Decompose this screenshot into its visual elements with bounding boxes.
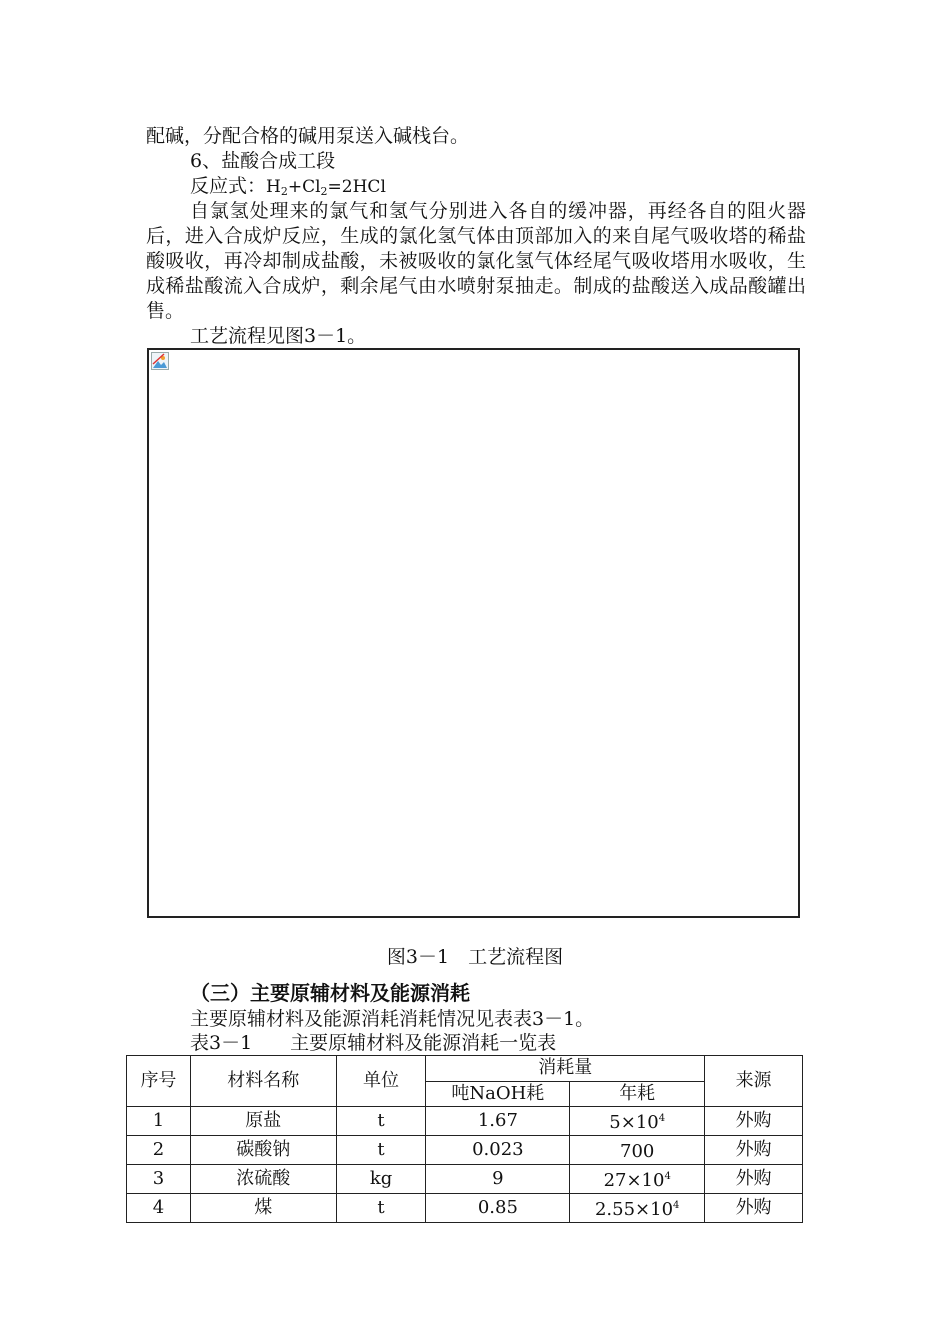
cell-unit: t	[336, 1194, 426, 1223]
header-no: 序号	[127, 1056, 191, 1107]
cell-source: 外购	[705, 1165, 803, 1194]
cell-no: 1	[127, 1107, 191, 1136]
cell-source: 外购	[705, 1107, 803, 1136]
cell-name: 煤	[190, 1194, 336, 1223]
header-per-ton: 吨NaOH耗	[426, 1081, 570, 1107]
table-row	[127, 1136, 803, 1165]
cell-no: 2	[127, 1136, 191, 1165]
table-row	[127, 1194, 803, 1223]
formula-sub-1: 2	[280, 185, 288, 198]
formula-sub-2: 2	[320, 185, 328, 198]
cell-annual	[570, 1165, 705, 1194]
cell-unit: t	[336, 1136, 426, 1165]
cell-name: 碳酸钠	[190, 1136, 336, 1165]
section-title-hcl: 6、盐酸合成工段	[190, 150, 336, 172]
annual-exponent: 4	[673, 1200, 680, 1211]
annual-exponent: 4	[658, 1113, 666, 1124]
header-unit: 单位	[336, 1056, 426, 1107]
reaction-prefix: 反应式：	[190, 175, 267, 197]
cell-per-ton: 0.85	[426, 1194, 570, 1223]
cell-source: 外购	[705, 1136, 803, 1165]
formula-cl: +Cl	[287, 177, 321, 197]
figure-caption: 图3－1 工艺流程图	[386, 946, 564, 968]
annual-exponent: 4	[664, 1171, 671, 1182]
cell-name: 原盐	[190, 1107, 336, 1136]
formula-h: H	[266, 177, 281, 197]
header-source: 来源	[705, 1056, 803, 1107]
cell-unit: kg	[336, 1165, 426, 1194]
broken-image-icon	[151, 352, 169, 370]
cell-per-ton: 1.67	[426, 1107, 570, 1136]
cell-unit: t	[336, 1107, 426, 1136]
paragraph-line-1: 配碱，分配合格的碱用泵送入碱栈台。	[146, 125, 470, 147]
annual-base: 2.55×10	[594, 1199, 674, 1220]
materials-table	[126, 1055, 803, 1223]
cell-annual	[570, 1194, 705, 1223]
cell-name: 浓硫酸	[190, 1165, 336, 1194]
section-heading: （三）主要原辅材料及能源消耗	[190, 981, 470, 1005]
table-row	[127, 1107, 803, 1136]
cell-source: 外购	[705, 1194, 803, 1223]
cell-annual	[570, 1136, 705, 1165]
cell-no: 3	[127, 1165, 191, 1194]
annual-base: 27×10	[603, 1170, 665, 1191]
table-intro: 主要原辅材料及能源消耗消耗情况见表表3－1。	[190, 1008, 595, 1030]
header-annual: 年耗	[570, 1081, 705, 1107]
annual-base: 700	[620, 1141, 655, 1162]
cell-annual	[570, 1107, 705, 1136]
formula-product: =2HCl	[327, 177, 386, 197]
annual-base: 5×10	[609, 1112, 659, 1133]
header-consumption: 消耗量	[426, 1056, 705, 1082]
table-header-row	[127, 1056, 803, 1082]
process-flow-figure	[147, 348, 800, 918]
table-row	[127, 1165, 803, 1194]
flow-reference: 工艺流程见图3－1。	[190, 325, 367, 347]
table-title: 表3－1 主要原辅材料及能源消耗一览表	[190, 1032, 557, 1054]
cell-per-ton: 9	[426, 1165, 570, 1194]
cell-no: 4	[127, 1194, 191, 1223]
header-name: 材料名称	[190, 1056, 336, 1107]
process-description: 自氯氢处理来的氯气和氢气分别进入各自的缓冲器，再经各自的阻火器后，进入合成炉反应，生成的氯化氢气体由顶部加入的来自尾气吸收塔的稀盐酸吸收，再冷却制成盐酸，未被吸收的氯化氢气体经尾气吸收塔用水吸收，生成稀盐酸流入合成炉，剩余尾气由水喷射泵抽走。制成的盐酸送入成品酸罐出售。	[146, 200, 806, 322]
cell-per-ton: 0.023	[426, 1136, 570, 1165]
